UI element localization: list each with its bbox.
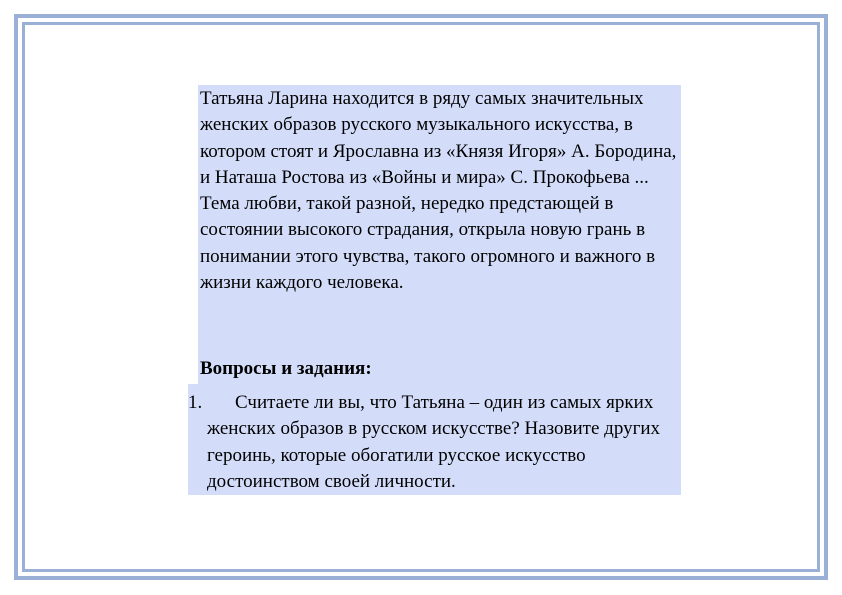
paragraph-text: Татьяна Ларина находится в ряду самых значительных женских образов русского музыкального искусства, в котором стоят и Ярославна из «Князя Игоря» А. Бородина, и Наташа Ростова из «Войны и мира» С. Прокофьева ... Тема любви, такой разной, нередко предстающей в состоянии высокого страдания, открыла новую грань в понимании этого чувства, такого огромного и важного в жизни каждого человека. (200, 88, 677, 294)
questions-heading: Вопросы и задания: (200, 358, 372, 379)
question-item (188, 390, 678, 495)
question-text: Считаете ли вы, что Татьяна – один из самых ярких женских образов в русском искусстве? Назовите других героинь, которые обогатили русское искусство достоинством своей личности. (207, 392, 661, 492)
main-paragraph (200, 86, 680, 296)
question-number: 1. (188, 392, 203, 413)
